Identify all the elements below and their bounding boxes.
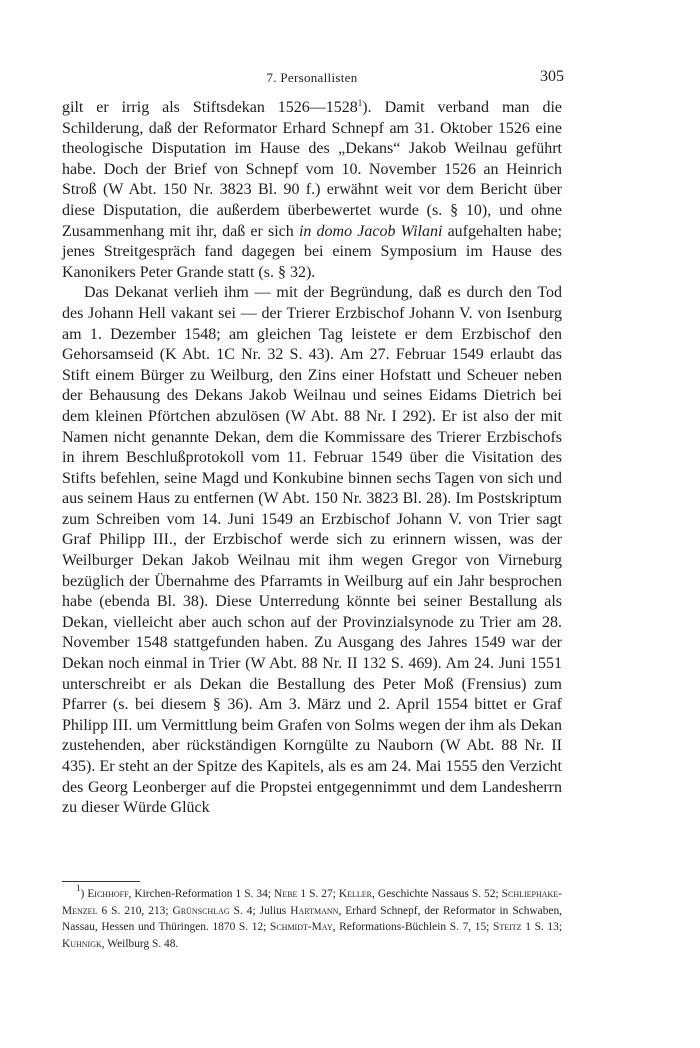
footnote-citation-text: 1 S. 13; [521,921,562,934]
footnote-citation-text: , Kirchen-Reformation 1 S. 34; [128,888,274,900]
footnote-text [62,883,563,952]
latin-quotation: in domo Jacob Wilani [298,222,443,240]
footnote-citation-text: 6 S. 210, 213; [97,904,173,917]
footnote-author-name: Keller [338,888,372,900]
paragraph-dekanat: Das Dekanat verlieh ihm — mit der Begründung, daß es durch den Tod des Johann Hell vakant sei — der Trierer Erzbischof Johann V. von Isenburg am 1. Dezember 1548; am gleichen Tag leistete er dem Erzbischof den Gehorsamseid (K Abt. 1C Nr. 32 S. 43). Am 27. Februar 1549 erlaubt das Stift einem Bürger zu Weilburg, den Zins einer Hofstatt und Scheuer neben der Behausung des Dekans Jakob Weilnau und seines Eidams Dietrich bei dem kleinen Pförtchen abzulösen (W Abt. 88 Nr. I 292). Er ist also der mit Namen nicht genannte Dekan, dem die Kommissare des Trierer Erzbischofs in ihrem Beschlußprotokoll vom 11. Februar 1549 über die Visitation des Stifts befehlen, seine Magd und Konkubine binnen sechs Tagen von sich und aus seinem Haus zu entfernen (W Abt. 150 Nr. 3823 Bl. 28). Im Postskriptum zum Schreiben vom 14. Juni 1549 an Erzbischof Johann V. von Trier sagt Graf Philipp III., der Erzbischof werde sich zu erinnern wissen, was der Weilburger Dekan Jakob Weilnau mit ihm wegen Gregor von Virneburg bezüglich der Übernahme des Pfarramts in Weilburg auf ein Jahr besprochen habe (ebenda Bl. 38). Diese Unterredung könnte bei seiner Bestallung als Dekan, vielleicht aber auch schon auf der Provinzialsynode zu Trier am 28. November 1548 stattgefunden haben. Zu Ausgang des Jahres 1549 war der Dekan noch einmal in Trier (W Abt. 88 Nr. II 132 S. 469). Am 24. Juni 1551 unterschreibt er als Dekan die Bestallung des Peter Moß (Frensius) zum Pfarrer (s. bei diesem § 36). Am 3. März und 2. April 1554 bittet er Graf Philipp III. um Vermittlung beim Grafen von Solms wegen der ihm als Dekan zustehenden, aber rückständigen Korngülte zu Nauborn (W Abt. 88 Nr. II 435). Er steht an der Spitze des Kapitels, als es am 24. Mai 1555 den Verzicht des Georg Leonberger auf die Propstei entgegennimmt und dem Landesherrn zu dieser Würde Glück [62,284,562,817]
running-head [62,68,562,90]
paragraph-1-text-a: gilt er irrig als Stiftsdekan 1526—1528 [62,99,358,116]
footnote-author-name: Steitz [493,921,522,934]
footnote-citations [62,888,562,950]
footnote-citation-text: , Reformations-Büchlein S. 7, 15; [332,921,494,934]
footnote-author-name: Hartmann [290,904,339,917]
footnote-citation-text: , Geschichte Nassaus S. 52; [372,888,502,900]
footnote-author-name: Nebe [274,888,298,900]
running-title: 7. Personallisten [266,70,358,85]
footnote-citation-text: 1 S. 27; [297,888,339,900]
footnote-reference: 1 [357,98,363,108]
footnote-author-name: Schmidt-May [270,921,333,934]
footnote-author-name: Kuhnigk [62,937,102,950]
footnote-author-name: Eichhoff [87,888,129,900]
footnote-author-name: Grünschlag [172,904,230,917]
footnote-citation-text: ) [80,888,88,900]
body-text [62,98,562,819]
footnote-citation-text: S. 4; Julius [229,904,291,917]
paragraph-1-text-c: aufgehalten habe; jenes Streitgespräch fand dagegen bei einem Symposium im Hause des Kanonikers Peter Grande statt (s. § 32). [62,222,563,281]
footnote-author-name: Schliephake-Menzel [62,888,563,917]
footnote-citation-text: , Weilburg S. 48. [101,937,179,950]
footnote [62,883,563,952]
paragraph-1-text-b: ). Damit verband man die Schilderung, daß der Reformator Erhard Schnepf am 31. Oktober 1526 eine theologische Disputation im Hause des „Dekans“ Jakob Weilnau geführt habe. Doch der Brief von Schnepf vom 10. November 1526 an Heinrich Stroß (W Abt. 150 Nr. 3823 Bl. 90 f.) erwähnt weit vor dem Bericht über diese Disputation, die außerdem überbewertet wurde (s. § 10), und ohne Zusammenhang mit ihr, daß er sich [62,99,563,240]
page-number: 305 [540,68,564,85]
paragraph-continuation [62,98,562,283]
footnote-mark: 1 [76,883,81,893]
footnote-citation-text: , Erhard Schnepf, der Reformator in Schwaben, Nassau, Hessen und Thüringen. 1870 S. 12; [62,904,562,934]
footnote-rule [62,881,140,882]
